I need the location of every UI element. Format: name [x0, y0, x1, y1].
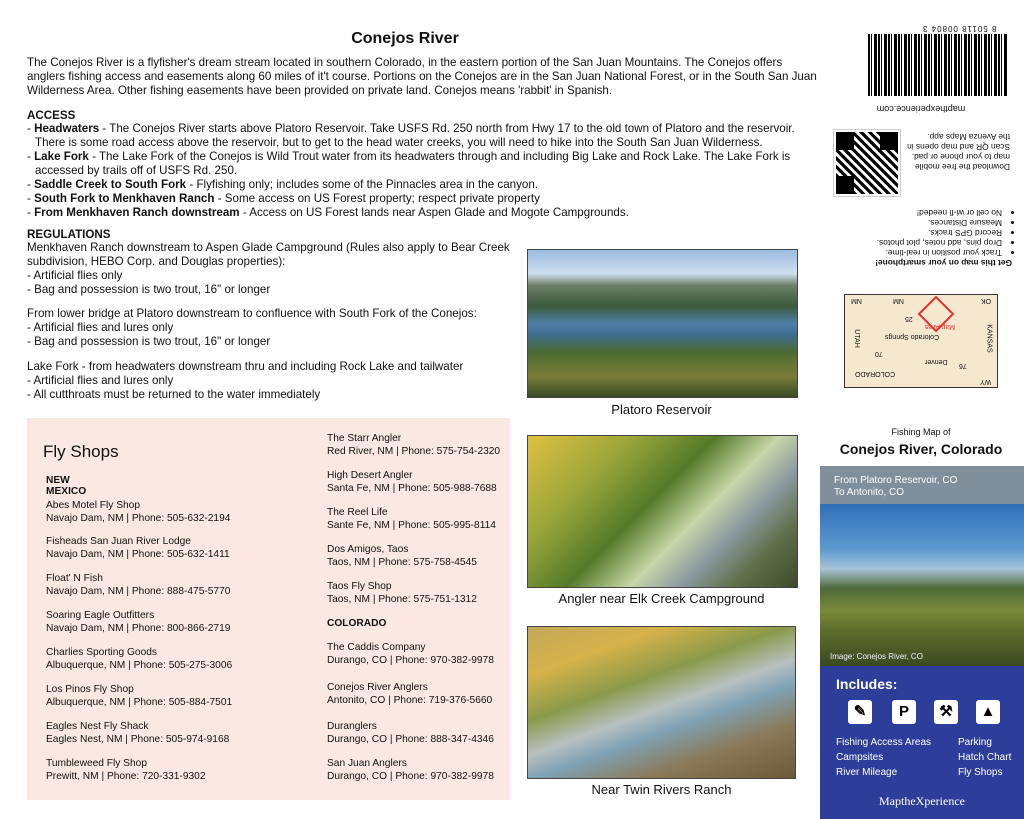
- access-item: - Headwaters - The Conejos River starts above Platoro Reservoir. Take USFS Rd. 250 north from Hwy 17 to the old town of Platoro and the reservoir. There is some road access above the reservoir, but to get to the head water creeks, you will need to hike into the South San Juan Wilderness.: [27, 122, 817, 150]
- access-heading: ACCESS: [27, 109, 76, 122]
- shop-entry: [46, 610, 230, 635]
- shop-detail: Durango, CO | Phone: 970-382-9978: [327, 770, 494, 782]
- locator-map: [844, 294, 998, 388]
- includes-item: Hatch Chart: [958, 752, 1012, 763]
- includes-list: [958, 735, 1011, 780]
- shop-name: Los Pinos Fly Shop: [46, 684, 134, 695]
- cover-subtitle-line: From Platoro Reservoir, CO: [834, 475, 958, 486]
- regulation-line: - Bag and possession is two trout, 16" or longer: [27, 283, 271, 296]
- shop-entry: [327, 470, 497, 495]
- shop-detail: Navajo Dam, NM | Phone: 888-475-5770: [46, 585, 231, 597]
- access-key: Lake Fork: [34, 150, 89, 163]
- map-label: Map Area: [925, 323, 955, 330]
- shop-name: Fisheads San Juan River Lodge: [46, 536, 191, 547]
- cover-subtitle: [820, 466, 1024, 504]
- shop-entry: [46, 647, 232, 672]
- access-list: [27, 122, 817, 220]
- qr-code: [834, 130, 900, 196]
- includes-heading: Includes:: [836, 676, 898, 692]
- shop-entry: [46, 573, 230, 598]
- includes-list: [836, 735, 931, 780]
- shop-entry: [327, 507, 496, 532]
- regulation-line: - Artificial flies and lures only: [27, 321, 174, 334]
- shop-name: Dos Amigos, Taos: [327, 544, 409, 555]
- shop-detail: Navajo Dam, NM | Phone: 505-632-1411: [46, 548, 230, 560]
- includes-item: Parking: [958, 737, 992, 748]
- fly-shops-panel: [27, 418, 510, 800]
- map-label: UTAH: [852, 329, 860, 348]
- campsite-icon: ▲: [976, 700, 1000, 724]
- smartphone-heading: Get this map on your smartphone!: [875, 258, 1012, 268]
- back-panel: [826, 22, 1016, 412]
- page-title: Conejos River: [351, 30, 459, 47]
- shop-name: Eagles Nest Fly Shack: [46, 721, 149, 732]
- smartphone-feature: • Measure Distances.: [832, 218, 1002, 228]
- shop-detail: Taos, NM | Phone: 575-751-1312: [327, 593, 477, 605]
- photo-twin-rivers-ranch: [527, 626, 796, 779]
- cover-image: [820, 504, 1024, 666]
- regulation-block: [27, 307, 517, 349]
- access-text: - Access on US Forest lands near Aspen Glade and Mogote Campgrounds.: [239, 206, 629, 219]
- access-cont: accessed by trails off of USFS Rd. 250.: [35, 164, 238, 177]
- access-key: From Menkhaven Ranch downstream: [34, 206, 240, 219]
- shop-entry: [327, 433, 500, 458]
- shop-detail: Navajo Dam, NM | Phone: 800-866-2719: [46, 622, 231, 634]
- shop-name: Conejos River Anglers: [327, 682, 428, 693]
- access-key: Saddle Creek to South Fork: [34, 178, 187, 191]
- brand-logo: MaptheXperience: [879, 794, 965, 808]
- shop-detail: Antonito, CO | Phone: 719-376-5660: [327, 694, 493, 706]
- shop-entry: [327, 682, 492, 707]
- regulations-heading: REGULATIONS: [27, 228, 111, 241]
- regulation-line: Menkhaven Ranch downstream to Aspen Glade Campground (Rules also apply to Bear Creek subdivision, HEBO Corp. and Douglas properties):: [27, 241, 510, 268]
- map-label: 25: [905, 315, 913, 322]
- shop-detail: Red River, NM | Phone: 575-754-2320: [327, 445, 501, 457]
- shop-detail: Taos, NM | Phone: 575-758-4545: [327, 556, 477, 568]
- intro-paragraph: The Conejos River is a flyfisher's dream stream located in southern Colorado, in the eastern portion of the San Juan Mountains. The Conejos offers anglers fishing access and easements along 60 miles of it't course. Portions on the Conejos are in the San Juan National Forest, or in the South San Juan Wilderness Area. Other fishing easements have been provided on private land. Conejos means 'rabbit' in Spanish.: [27, 56, 817, 97]
- barcode-number: 8 50118 00804 3: [921, 24, 996, 33]
- shop-name: Abes Motel Fly Shop: [46, 500, 140, 511]
- access-item: - Lake Fork - The Lake Fork of the Conejos is Wild Trout water from its headwaters through and including Big Lake and Rock Lake. The Lake Fork is accessed by trails off of USFS Rd. 250.: [27, 150, 817, 178]
- access-key: Headwaters: [34, 122, 100, 135]
- smartphone-feature: • Record GPS tracks.: [832, 228, 1002, 238]
- shop-entry: [327, 642, 494, 667]
- smartphone-feature: • No cell or wi-fi needed!: [832, 208, 1002, 218]
- photo-angler-elk-creek: [527, 435, 798, 588]
- shop-name: High Desert Angler: [327, 470, 413, 481]
- map-label: 70: [875, 350, 883, 357]
- photo-caption: Angler near Elk Creek Campground: [558, 591, 765, 606]
- includes-panel: [820, 666, 1024, 819]
- includes-item: Fishing Access Areas: [836, 737, 932, 748]
- shop-detail: Albuquerque, NM | Phone: 505-884-7501: [46, 696, 233, 708]
- regulation-line: - Artificial flies and lures only: [27, 374, 174, 387]
- shop-entry: [327, 581, 477, 606]
- shop-name: Float' N Fish: [46, 573, 103, 584]
- shop-entry: [327, 721, 494, 746]
- parking-icon: P: [892, 700, 916, 724]
- shop-detail: Durango, CO | Phone: 970-382-9978: [327, 654, 494, 666]
- smartphone-feature: • Track your position in real-time.: [832, 248, 1002, 258]
- includes-item: River Mileage: [836, 767, 898, 778]
- map-label: NM: [893, 297, 904, 304]
- shop-name: Taos Fly Shop: [327, 581, 392, 592]
- map-label: COLORADO: [855, 370, 896, 377]
- regulation-block: [27, 241, 517, 297]
- smartphone-promo: [832, 208, 1012, 268]
- shop-detail: Navajo Dam, NM | Phone: 505-632-2194: [46, 512, 231, 524]
- shop-entry: [327, 544, 477, 569]
- cover-label: Fishing Map of: [891, 427, 951, 437]
- shop-detail: Santa Fe, NM | Phone: 505-988-7688: [327, 482, 497, 494]
- shop-name: San Juan Anglers: [327, 758, 407, 769]
- regulation-line: - Artificial flies only: [27, 269, 123, 282]
- regulation-block: [27, 360, 517, 402]
- region-heading: NEW MEXICO: [46, 475, 87, 497]
- map-label: OK: [980, 297, 991, 304]
- shop-name: The Reel Life: [327, 507, 388, 518]
- shop-entry: [46, 500, 230, 525]
- regulation-line: - All cutthroats must be returned to the water immediately: [27, 388, 321, 401]
- shop-detail: Durango, CO | Phone: 888-347-4346: [327, 733, 494, 745]
- fly-shops-title: Fly Shops: [43, 442, 119, 461]
- cover-title: Conejos River, Colorado: [839, 441, 1003, 457]
- access-item: - Saddle Creek to South Fork - Flyfishing only; includes some of the Pinnacles area in the canyon.: [27, 178, 539, 191]
- regulation-line: From lower bridge at Platoro downstream to confluence with South Fork of the Conejos:: [27, 307, 477, 320]
- map-label: WY: [979, 378, 991, 385]
- access-text: - Flyfishing only; includes some of the Pinnacles area in the canyon.: [186, 178, 539, 191]
- shop-entry: [327, 758, 494, 783]
- map-label: KANSAS: [985, 324, 993, 353]
- shop-name: Soaring Eagle Outfitters: [46, 610, 155, 621]
- map-label: 76: [959, 362, 967, 369]
- cover-subtitle-line: To Antonito, CO: [834, 487, 905, 498]
- photo-caption: Platoro Reservoir: [611, 402, 712, 417]
- photo-platoro-reservoir: [527, 249, 798, 398]
- photo-caption: Near Twin Rivers Ranch: [591, 782, 732, 797]
- map-label: Colorado Springs: [885, 333, 940, 340]
- shop-name: The Starr Angler: [327, 433, 402, 444]
- access-text: - The Conejos River starts above Platoro Reservoir. Take USFS Rd. 250 north from Hwy 17 to the old town of Platoro and the reservoir.: [99, 122, 795, 135]
- shop-detail: Eagles Nest, NM | Phone: 505-974-9168: [46, 733, 230, 745]
- shop-name: Charlies Sporting Goods: [46, 647, 157, 658]
- shop-entry: [46, 721, 229, 746]
- access-item: - From Menkhaven Ranch downstream - Access on US Forest lands near Aspen Glade and Mogote Campgrounds.: [27, 206, 629, 219]
- shop-name: Duranglers: [327, 721, 377, 732]
- cover-image-caption: Image: Conejos River, CO: [830, 652, 923, 661]
- qr-instructions: Download the free mobile map to your phone or pad. Scan QR and map opens in the Avenza Maps app.: [907, 132, 1010, 172]
- hatch-chart-icon: ⚒: [934, 700, 958, 724]
- shop-name: The Caddis Company: [327, 642, 426, 653]
- access-text: - Some access on US Forest property; respect private property: [214, 192, 540, 205]
- access-item: - South Fork to Menkhaven Ranch - Some access on US Forest property; respect private property: [27, 192, 540, 205]
- map-label: NM: [851, 297, 862, 304]
- shop-detail: Sante Fe, NM | Phone: 505-995-8114: [327, 519, 496, 531]
- access-cont: There is some road access above the reservoir, but to get to the head water creeks, you will need to hike into the South San Juan Wilderness.: [35, 136, 763, 149]
- regulation-line: Lake Fork - from headwaters downstream thru and including Rock Lake and tailwater: [27, 360, 464, 373]
- shop-entry: [46, 758, 206, 783]
- barcode: [868, 34, 1008, 96]
- includes-item: Campsites: [836, 752, 884, 763]
- fishing-access-icon: ✎: [848, 700, 872, 724]
- shop-entry: [46, 684, 232, 709]
- shop-entry: [46, 536, 230, 561]
- smartphone-feature: • Drop pins, add notes, plot photos.: [832, 238, 1002, 248]
- region-heading: COLORADO: [327, 618, 387, 629]
- shop-detail: Albuquerque, NM | Phone: 505-275-3006: [46, 659, 233, 671]
- map-label: Denver: [925, 358, 948, 365]
- website-url: mapthexperience.com: [876, 104, 966, 114]
- shop-name: Tumbleweed Fly Shop: [46, 758, 147, 769]
- shop-detail: Prewitt, NM | Phone: 720-331-9302: [46, 770, 206, 782]
- includes-item: Fly Shops: [958, 767, 1003, 778]
- access-key: South Fork to Menkhaven Ranch: [34, 192, 215, 205]
- regulation-line: - Bag and possession is two trout, 16" or longer: [27, 335, 271, 348]
- access-text: - The Lake Fork of the Conejos is Wild Trout water from its headwaters through and including Big Lake and Rock Lake. The Lake Fork is: [88, 150, 791, 163]
